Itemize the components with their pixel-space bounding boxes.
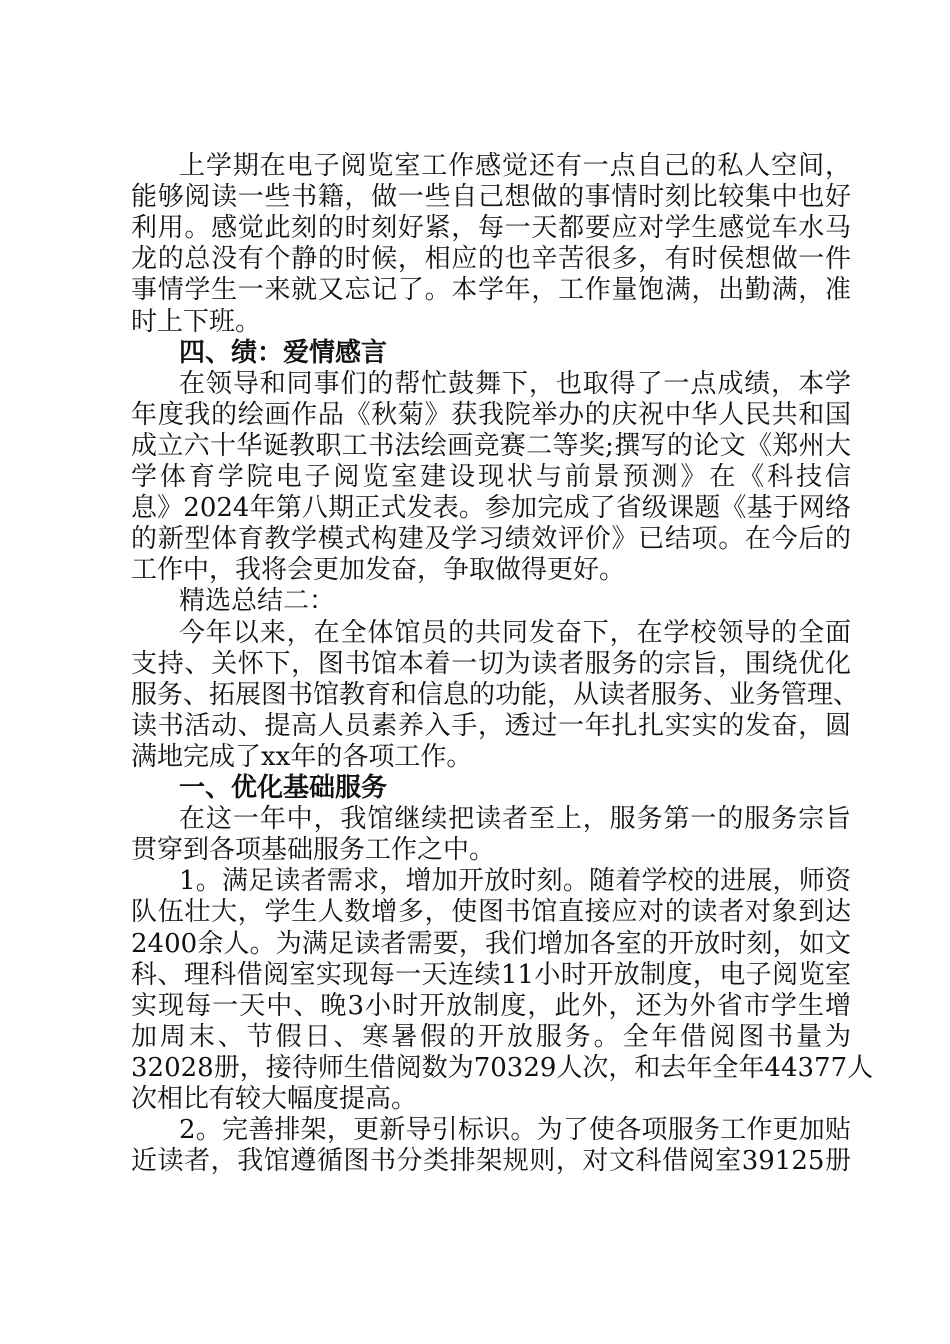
- paragraph-first-line: 在领导和同事们的帮忙鼓舞下，也取得了一点成绩，本学: [179, 368, 851, 399]
- paragraph-line: 队伍壮大，学生人数增多，使图书馆直接应对的读者对象到达: [131, 897, 851, 928]
- paragraph-line: 龙的总没有个静的时候，相应的也辛苦很多，有时侯想做一件: [131, 244, 851, 275]
- section-heading: 四、绩：爱情感言: [179, 337, 388, 368]
- paragraph-line: 年度我的绘画作品《秋菊》获我院举办的庆祝中华人民共和国: [131, 399, 851, 430]
- paragraph-last-line: 次相比有较大幅度提高。: [131, 1084, 418, 1114]
- paragraph-line: 的新型体育教学模式构建及学习绩效评价》已结项。在今后的: [131, 524, 851, 555]
- paragraph-line: 读书活动、提高人员素养入手，透过一年扎扎实实的发奋，圆: [131, 710, 851, 741]
- paragraph-first-line: 今年以来，在全体馆员的共同发奋下，在学校领导的全面: [179, 617, 851, 648]
- paragraph-line: 32028册，接待师生借阅数为70329人次，和去年全年44377人: [131, 1052, 874, 1083]
- paragraph-line: 2400余人。为满足读者需要，我们增加各室的开放时刻，如文: [131, 928, 851, 959]
- paragraph-first-line: 上学期在电子阅览室工作感觉还有一点自己的私人空间，: [179, 151, 851, 181]
- paragraph-line: 利用。感觉此刻的时刻好紧，每一天都要应对学生感觉车水马: [131, 213, 851, 244]
- paragraph-first-line: 1。满足读者需求，增加开放时刻。随着学校的进展，师资: [179, 866, 851, 897]
- paragraph-line: 加周末、节假日、寒暑假的开放服务。全年借阅图书量为: [131, 1021, 851, 1052]
- paragraph-last-line: 时上下班。: [131, 306, 262, 337]
- paragraph-line: 实现每一天中、晚3小时开放制度，此外，还为外省市学生增: [131, 990, 851, 1021]
- paragraph-last-line: 工作中，我将会更加发奋，争取做得更好。: [131, 555, 626, 586]
- paragraph-first-line: 在这一年中，我馆继续把读者至上，服务第一的服务宗旨: [179, 804, 851, 835]
- paragraph-last-line: 贯穿到各项基础服务工作之中。: [131, 835, 496, 866]
- paragraph-line: 学体育学院电子阅览室建设现状与前景预测》在《科技信: [131, 462, 851, 492]
- paragraph-last-line: 满地完成了xx年的各项工作。: [131, 741, 473, 772]
- paragraph-line: 精选总结二：: [179, 586, 336, 617]
- paragraph-first-line: 2。完善排架，更新导引标识。为了使各项服务工作更加贴: [179, 1115, 851, 1146]
- paragraph-line: 事情学生一来就又忘记了。本学年，工作量饱满，出勤满，准: [131, 275, 851, 306]
- section-heading: 一、优化基础服务: [179, 773, 388, 803]
- paragraph-line: 科、理科借阅室实现每一天连续11小时开放制度，电子阅览室: [131, 959, 851, 990]
- paragraph-line: 息》2024年第八期正式发表。参加完成了省级课题《基于网络: [131, 493, 851, 524]
- paragraph-line: 成立六十华诞教职工书法绘画竞赛二等奖;撰写的论文《郑州大: [131, 430, 851, 461]
- paragraph-line: 近读者，我馆遵循图书分类排架规则，对文科借阅室39125册: [131, 1146, 851, 1177]
- paragraph-line: 支持、关怀下，图书馆本着一切为读者服务的宗旨，围绕优化: [131, 648, 851, 679]
- paragraph-line: 服务、拓展图书馆教育和信息的功能，从读者服务、业务管理、: [131, 679, 860, 710]
- paragraph-line: 能够阅读一些书籍，做一些自己想做的事情时刻比较集中也好: [131, 182, 851, 213]
